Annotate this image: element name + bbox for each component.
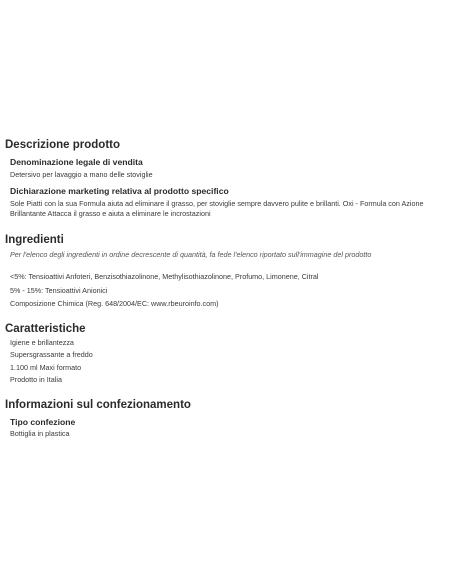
ingredients-section: [5, 233, 449, 310]
package-type-heading: Tipo confezione: [10, 416, 76, 427]
ingredients-line: <5%: Tensioattivi Anfoteri, Benzisothiazolinone, Methylisothiazolinone, Profumo, Limonene, Citral: [10, 272, 319, 281]
characteristic-item: Prodotto in Italia: [10, 375, 62, 384]
marketing-heading: Dichiarazione marketing relativa al prodotto specifico: [10, 185, 229, 196]
characteristics-section: [5, 322, 449, 386]
legal-name-value: Detersivo per lavaggio a mano delle stoviglie: [10, 170, 153, 179]
marketing-text-line-2: Brillantante Attacca il grasso e aiuta a eliminare le incrostazioni: [10, 209, 211, 218]
packaging-section: [5, 398, 449, 440]
product-description-title: Descrizione prodotto: [5, 139, 121, 151]
characteristic-item: 1.100 ml Maxi formato: [10, 362, 82, 372]
legal-name-heading: Denominazione legale di vendita: [10, 157, 143, 167]
characteristic-item: Supersgrassante a freddo: [10, 350, 93, 359]
ingredients-title: Ingredienti: [5, 233, 64, 246]
packaging-title: Informazioni sul confezionamento: [5, 398, 191, 411]
characteristics-list: [5, 338, 449, 386]
ingredients-line: 5% - 15%: Tensioattivi Anionici: [10, 285, 108, 295]
characteristics-title: Caratteristiche: [5, 322, 86, 335]
product-info-panel: [5, 138, 449, 439]
ingredients-line: Composizione Chimica (Reg. 648/2004/EC: www.rbeuroinfo.com): [10, 299, 219, 308]
ingredients-note: Per l'elenco degli ingredienti in ordine decrescente di quantità, fa fede l'elenco riportato sull'immagine del prodotto: [10, 249, 372, 259]
ingredients-list: [5, 272, 449, 310]
marketing-text-line-1: Sole Piatti con la sua Formula aiuta ad eliminare il grasso, per stoviglie sempre davvero pulite e brillanti. Oxi - Formula con Azione: [10, 198, 424, 208]
package-type-value: Bottiglia in plastica: [10, 428, 70, 438]
product-description-section: [5, 138, 449, 220]
characteristic-item: Igiene e brillantezza: [10, 337, 74, 347]
